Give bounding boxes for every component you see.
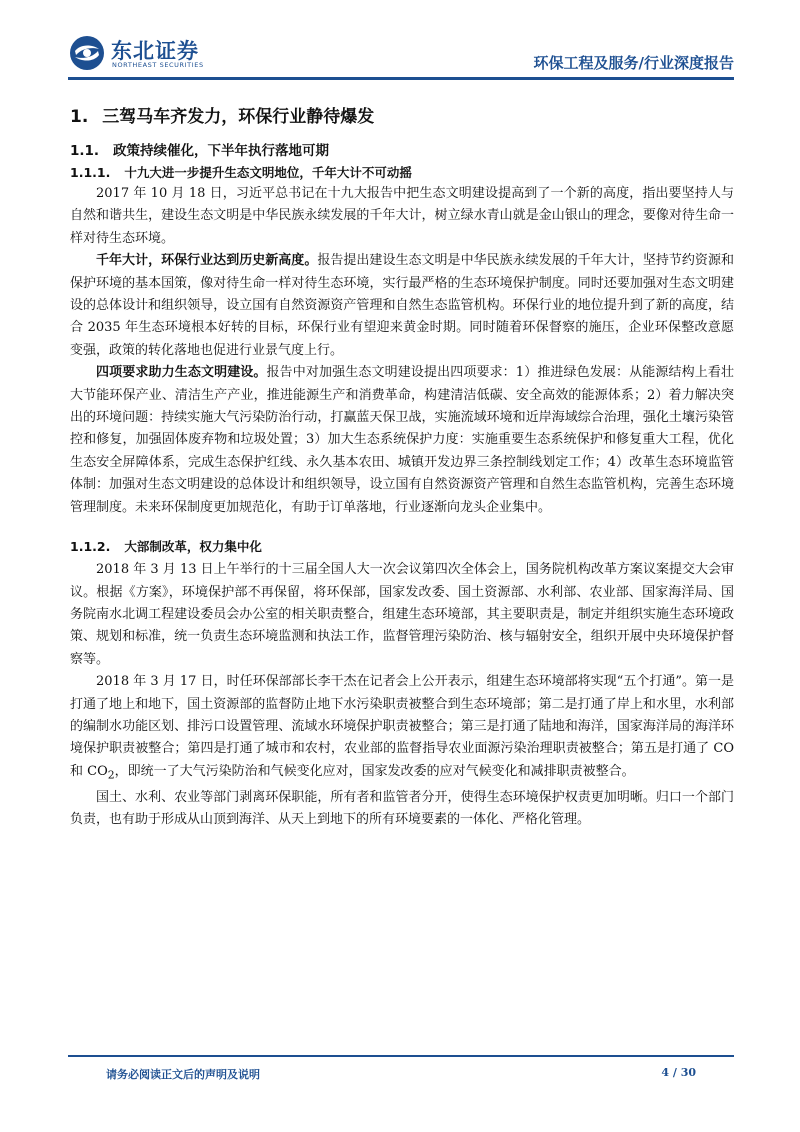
footer-divider (68, 1055, 734, 1057)
report-title: 环保工程及服务/行业深度报告 (533, 54, 734, 72)
paragraph (70, 671, 734, 787)
paragraph-lead: 四项要求助力生态文明建设。 (96, 365, 267, 381)
paragraph-body: 报告中对加强生态文明建设提出四项要求：1）推进绿色发展：从能源结构上看壮大节能环保产业、清洁生产产业，推进能源生产和消费革命，构建清洁低碳、安全高效的能源体系；2）着力解决突出的环境问题：持续实施大气污染防治行动，打赢蓝天保卫战，实施流域环境和近岸海域综合治理，强化土壤污染管控和修复，加强固体废弃物和垃圾处置；3）加大生态系统保护力度：实施重要生态系统保护和修复重大工程，优化生态安全屏障体系，完成生态保护红线、永久基本农田、城镇开发边界三条控制线划定工作；4）改革生态环境监管体制：加强对生态文明建设的总体设计和组织领导，设立国有自然资源资产管理和自然生态监管机构，完善生态环境管理制度。未来环保制度更加规范化，有助于订单落地，行业逐渐向龙头企业集中。 (70, 365, 734, 515)
section-number: 1. (70, 107, 89, 127)
paragraph-text: 2018 年 3 月 17 日，时任环保部部长李干杰在记者会上公开表示，组建生态环境部将实现“五个打通”。第一是打通了地上和地下，国土资源部的监督防止地下水污染职责被整合到生态环境部；第二是打通了岸上和水里，水利部的编制水功能区划、排污口设置管理、流域水环境保护职责被整合；第三是打通了陆地和海洋，国家海洋局的海洋环境保护职责被整合；第四是打通了城市和农村，农业部的监督指导农业面源污染治理职责被整合；第五是打通了 CO 和 CO (70, 674, 734, 779)
subsubsection-title: 大部制改革，权力集中化 (124, 539, 262, 555)
paragraph-body: 报告提出建设生态文明是中华民族永续发展的千年大计，坚持节约资源和保护环境的基本国策，像对待生命一样对待生态环境，实行最严格的生态环境保护制度。同时还要加强对生态文明建设的总体设计和组织领导，设立国有自然资源资产管理和自然生态监管机构。环保行业的地位提升到了新的高度，结合 2035 年生态环境根本好转的目标，环保行业有望迎来黄金时期。同时随着环保督察的施压，企业环保整改意愿变强，政策的转化落地也促进行业景气度上行。 (70, 253, 734, 358)
subsubsection-number: 1.1.1. (70, 165, 111, 180)
subscript: 2 (107, 768, 115, 782)
paragraph: 国土、水利、农业等部门剥离环保职能，所有者和监管者分开，使得生态环境保护权责更加明晰。归口一个部门负责，也有助于形成从山顶到海洋、从天上到地下的所有环境要素的一体化、严格化管理。 (70, 789, 734, 828)
logo-mark-icon (68, 34, 106, 72)
subsubsection-number: 1.1.2. (70, 539, 111, 555)
report-body (70, 96, 734, 832)
subsection-title: 政策持续催化，下半年执行落地可期 (113, 143, 330, 159)
paragraph: 2018 年 3 月 13 日上午举行的十三届全国人大一次会议第四次全体会上，国务院机构改革方案议案提交大会审议。根据《方案》，环境保护部不再保留，将环保部，国家发改委、国土资源部、水利部、农业部、国家海洋局、国务院南水北调工程建设委员会办公室的相关职责整合，组建生态环境部，其主要职责是，制定并组织实施生态环境政策、规划和标准，统一负责生态环境监测和执法工作，监督管理污染防治、核与辐射安全，组织开展中央环境保护督察等。 (70, 562, 734, 667)
section-heading-1 (70, 102, 734, 127)
footer-disclaimer: 请务必阅读正文后的声明及说明 (106, 1068, 260, 1081)
subsection-number: 1.1. (70, 143, 100, 159)
paragraph-lead: 千年大计，环保行业达到历史新高度。 (96, 253, 318, 269)
page-header (0, 0, 800, 82)
paragraph (70, 362, 734, 519)
paragraph: 2017 年 10 月 18 日，习近平总书记在十九大报告中把生态文明建设提高到了一个新的高度，指出要坚持人与自然和谐共生，建设生态文明是中华民族永续发展的千年大计，树立绿水青山就是金山银山的理念，要像对待生命一样对待生态环境。 (70, 186, 734, 246)
paragraph (70, 250, 734, 362)
header-divider (68, 77, 734, 80)
logo-text-cn: 东北证券 (111, 39, 199, 63)
subsubsection-heading-1-1-1 (70, 163, 734, 181)
subsubsection-heading-1-1-2 (70, 537, 734, 555)
logo-text-en: NORTHEAST SECURITIES (112, 61, 204, 69)
company-logo (68, 34, 228, 74)
section-title: 三驾马车齐发力，环保行业静待爆发 (102, 107, 375, 127)
subsection-heading-1-1 (70, 139, 734, 159)
page-number: 4 / 30 (661, 1066, 696, 1079)
paragraph-text: ，即统一了大气污染防治和气候变化应对，国家发改委的应对气候变化和减排职责被整合。 (114, 763, 635, 779)
subsubsection-title: 十九大进一步提升生态文明地位，千年大计不可动摇 (124, 165, 412, 180)
